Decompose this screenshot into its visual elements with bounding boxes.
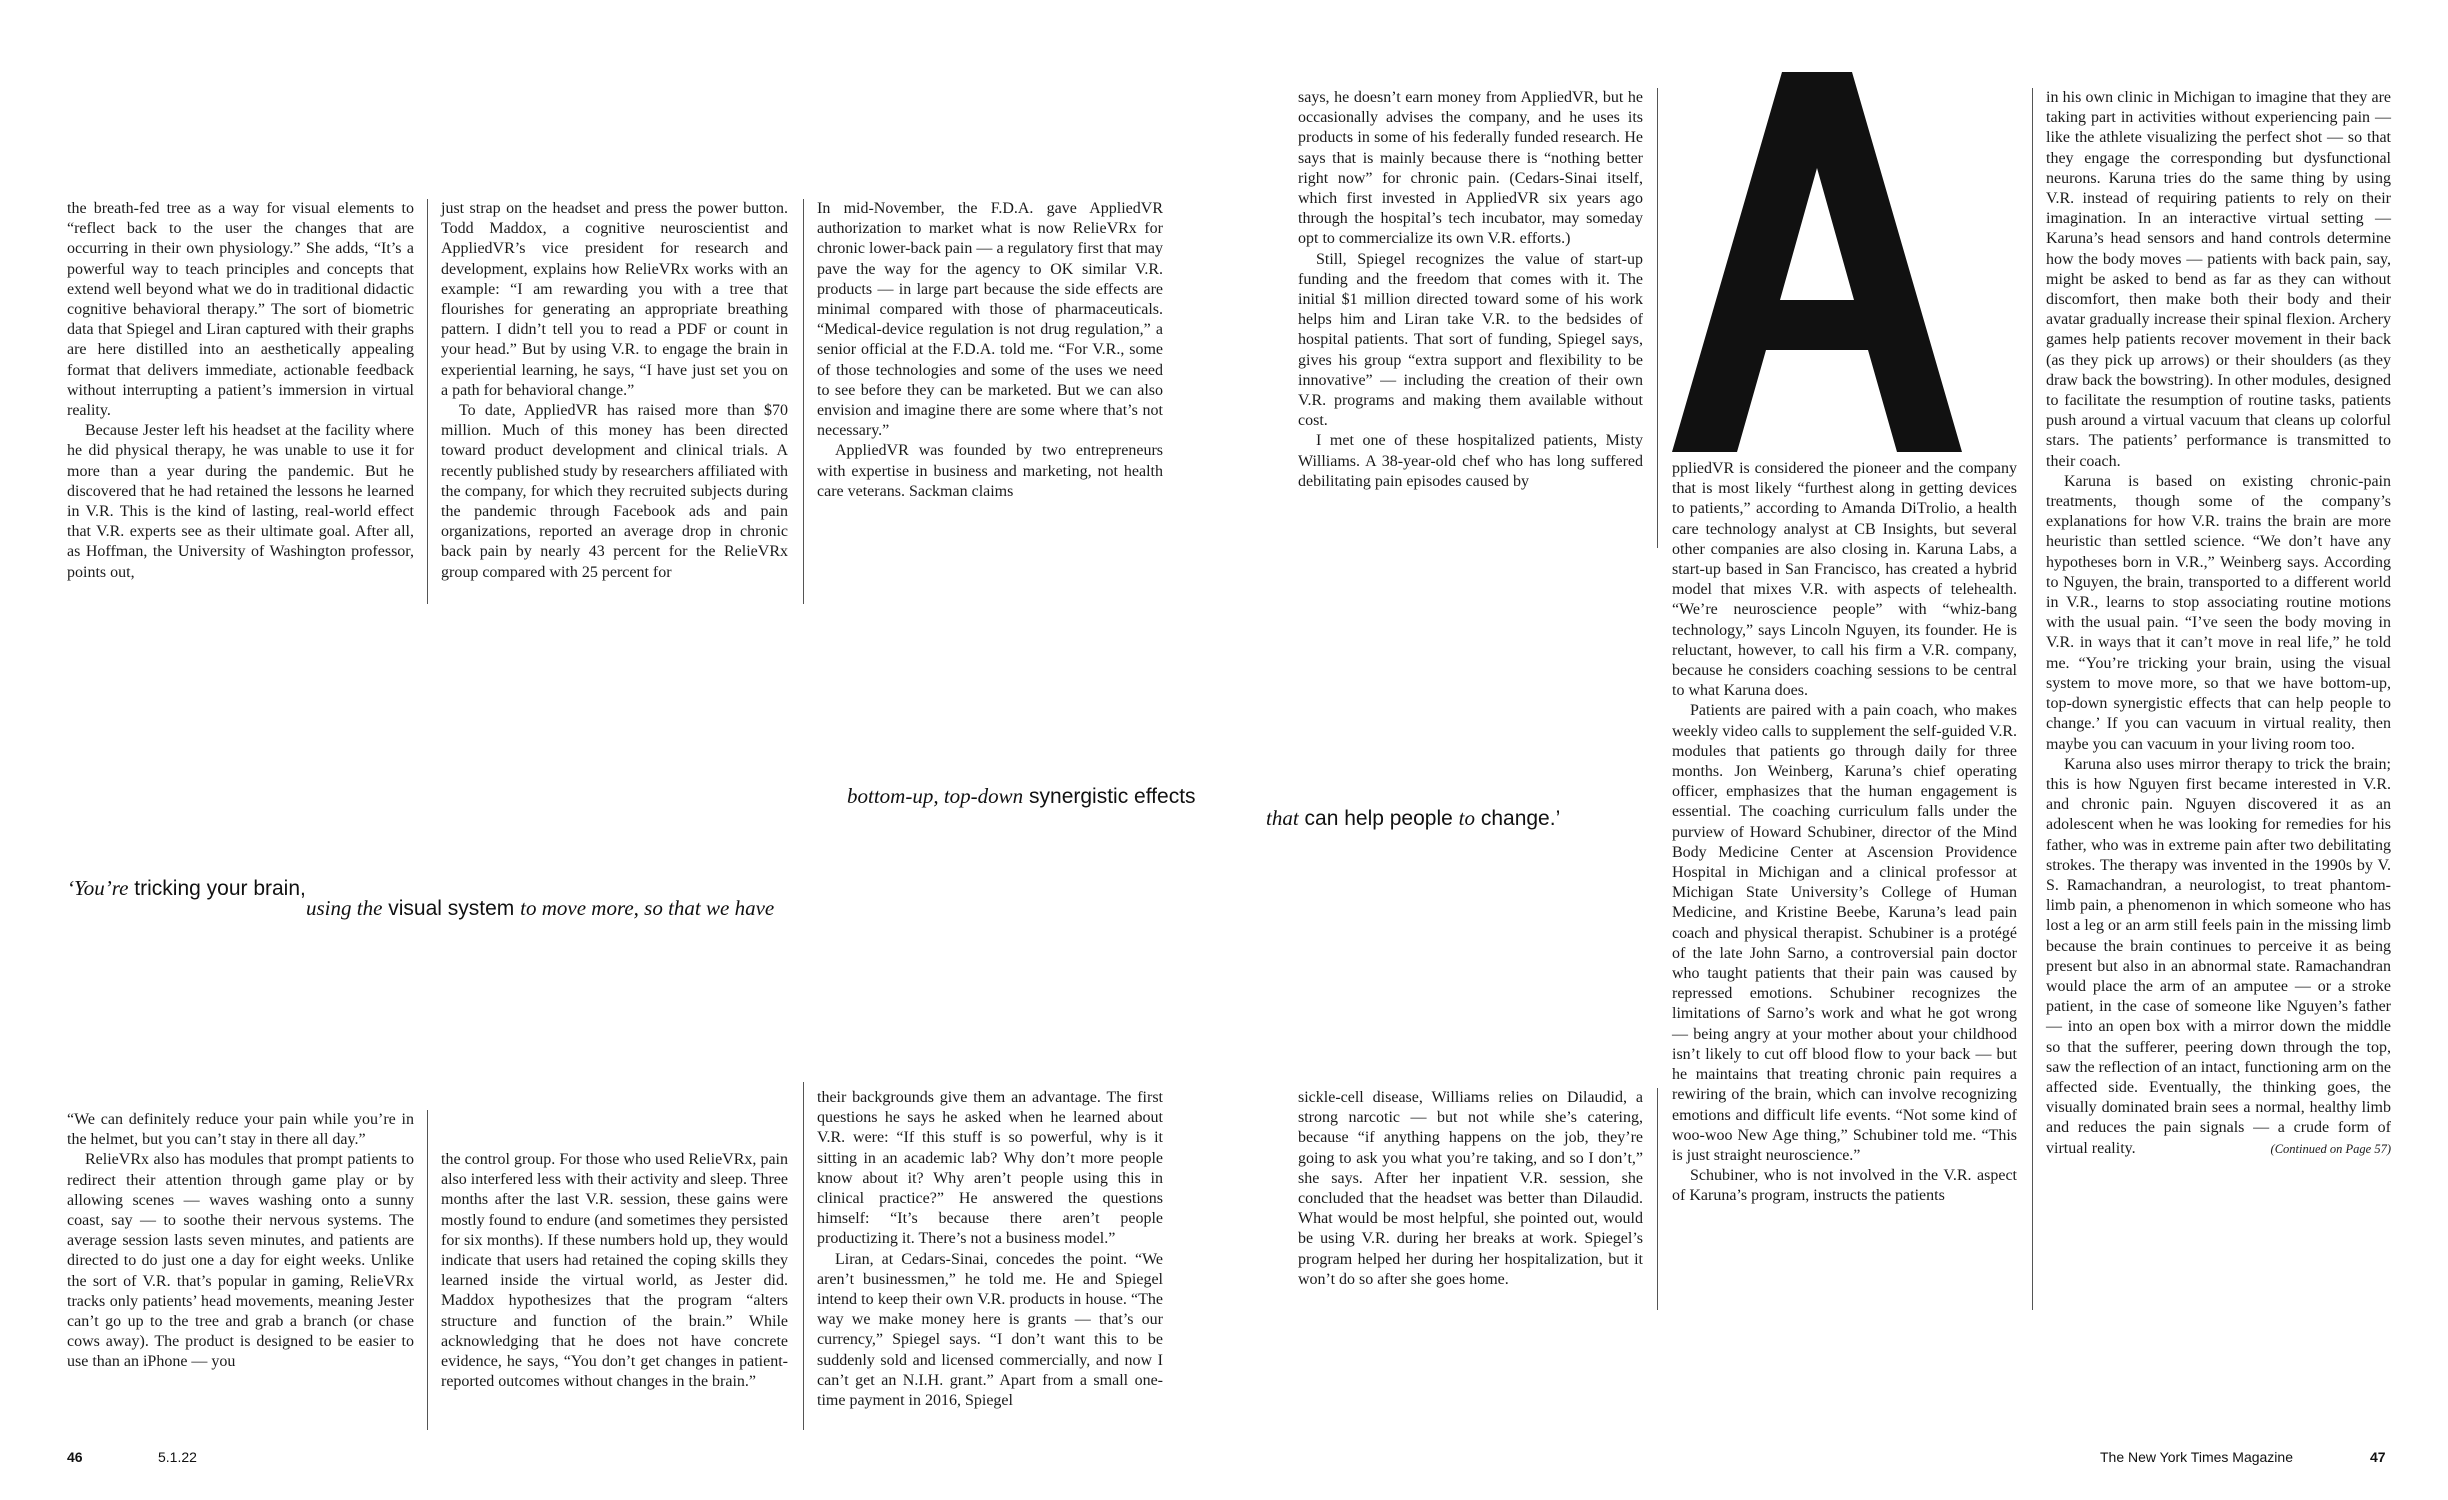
paragraph: sickle-cell disease, Williams relies on Dilaudid, a strong narcotic — but not while she’s catering, because “if anything happens on the job, they’re going to ask you what you’re taking, and so I don’t,” she says. After her inpatient V.R. session, she concluded that the headset was better than Dilaudid. What would be most helpful, she pointed out, would be using V.R. during her breaks at work. Spiegel’s program helped her during her hospitalization, but it won’t do so after she goes home. <box>1298 1089 1643 1288</box>
column-6-text <box>2046 88 2391 1159</box>
paragraph: in his own clinic in Michigan to imagine that they are taking part in activities without experiencing pain — like the athlete visualizing the perfect shot — so that they engage the corresponding but dysfunctional neurons. Karuna tries do the same thing by using V.R. instead of requiring patients to rely on their imagination. In an interactive virtual setting — Karuna’s head sensors and hand controls determine how the body moves — patients with back pain, say, might be asked to bend as far as they can without discomfort, then make both their body and their avatar gradually increase their spinal flexion. Archery games help patients recover movement in their back (as they pick up arrows) or their shoulders (as they draw back the bowstring). In other modules, designed to facilitate the resumption of routine tasks, patients push around a virtual vacuum that cleans up colorful stars. The patients’ performance is transmitted to their coach. <box>2046 89 2391 470</box>
drop-cap-letter <box>1672 72 1962 452</box>
paragraph: RelieVRx also has modules that prompt patients to redirect their attention through game play or by allowing scenes — waves washing onto a sunny coast, say — to soothe their nervous systems. The average session lasts seven minutes, and patients are directed to do just one a day for eight weeks. Unlike the sort of V.R. that’s popular in gaming, RelieVRx tracks only patients’ head movements, meaning Jester can’t go up to the tree and grab a branch (or chase cows away). The product is designed to be easier to use than an iPhone — you <box>67 1151 414 1371</box>
column-5 <box>1672 459 2017 1207</box>
folio-page-number-left: 46 <box>67 1449 83 1465</box>
paragraph: Because Jester left his headset at the facility where he did physical therapy, he was unable to use it for more than a year during the pandemic. But he discovered that he had retained the lessons he learned in V.R. This is the kind of lasting, real-world effect that V.R. experts see as their ultimate goal. After all, as Hoffman, the University of Washington professor, points out, <box>67 422 414 581</box>
column-2-bottom <box>441 1150 788 1392</box>
column-rule <box>1657 1088 1658 1310</box>
column-4-top <box>1298 88 1643 492</box>
folio-magazine-title: The New York Times Magazine <box>2100 1449 2293 1465</box>
paragraph: Karuna is based on existing chronic-pain treatments, though some of the company’s explanations for how V.R. trains the brain are more heuristic than settled science. “We don’t have any hypotheses born in V.R.,” Weinberg says. According to Nguyen, the brain, transported to a different world in V.R., learns to stop associating routine motions with the usual pain. “I’ve seen the body moving in V.R. in ways that it can’t move in real life,” he told me. “You’re tricking your brain, using the visual system to move more, so that we have bottom-up, top-down synergistic effects that can help people to change.’ If you can vacuum in virtual reality, then maybe you can vacuum in your living room too. <box>2046 472 2391 753</box>
column-rule <box>427 1110 428 1430</box>
paragraph: ppliedVR is considered the pioneer and the company that is most likely “furthest along in getting devices to patients,” according to Amanda DiTrolio, a health care technology analyst at CB Insights, but several other companies are also closing in. Karuna Labs, a start-up based in San Francisco, has created a hybrid model that mixes V.R. with aspects of telehealth. “We’re neuroscience people” with “whiz-bang technology,” says Lincoln Nguyen, its founder. He is reluctant, however, to call his firm a V.R. company, because he considers coaching sessions to be central to what Karuna does. <box>1672 460 2017 700</box>
continued-note: (Continued on Page 57) <box>2270 1141 2391 1156</box>
paragraph: In mid-November, the F.D.A. gave AppliedVR authorization to market what is now RelieVRx for chronic lower-back pain — a regulatory first that may pave the way for the agency to OK similar V.R. products — in large part because the side effects are minimal compared with those of pharmaceuticals. “Medical-device regulation is not drug regulation,” a senior official at the F.D.A. told me. “For V.R., some of those technologies and some of the uses we need to see before they can be marketed. But we can also envision and imagine there are some where that’s not necessary.” <box>817 200 1163 440</box>
paragraph: I met one of these hospitalized patients, Misty Williams. A 38-year-old chef who has long suffered debilitating pain episodes caused by <box>1298 432 1643 490</box>
paragraph: Still, Spiegel recognizes the value of start-up funding and the freedom that comes with it. The initial $1 million directed toward some of his work helps him and Liran take V.R. to the bedsides of hospital patients. That sort of funding, Spiegel says, gives his group “extra support and flexibility to be innovative” — including the creation of their own V.R. programs and making them available without cost. <box>1298 250 1643 430</box>
column-rule <box>2032 88 2033 1310</box>
paragraph: their backgrounds give them an advantage. The first questions he says he asked when he learned about V.R. were: “If this stuff is so powerful, why is it sitting in an academic lab? Why don’t more people know about it? Why aren’t people using this in clinical practice?” He answered the questions himself: “It’s because there aren’t people productizing it. There’s not a business model.” <box>817 1089 1163 1248</box>
paragraph: the breath-fed tree as a way for visual elements to “reflect back to the user the changes that are occurring in their own physiology.” She adds, “It’s a powerful way to teach principles and concepts that extend well beyond what we do in traditional didactic cognitive behavioral therapy.” The sort of biometric data that Spiegel and Liran captured with their graphs are here distilled into an aesthetically appealing format that delivers immediate, actionable feedback without interrupting a patient’s immersion in virtual reality. <box>67 200 414 420</box>
column-6 <box>2046 88 2391 1159</box>
column-4-bottom <box>1298 1088 1643 1290</box>
paragraph: Schubiner, who is not involved in the V.R. aspect of Karuna’s program, instructs the patients <box>1672 1167 2017 1205</box>
column-rule <box>1657 88 1658 548</box>
pull-quote-line-2: using the visual system to move more, so that we have <box>306 896 775 920</box>
column-3-bottom <box>817 1088 1163 1411</box>
paragraph: “We can definitely reduce your pain while you’re in the helmet, but you can’t stay in there all day.” <box>67 1111 414 1149</box>
column-3-top <box>817 199 1163 502</box>
paragraph: just strap on the headset and press the power button. Todd Maddox, a cognitive neuroscientist and AppliedVR’s vice president for research and development, explains how RelieVRx works with an example: “I am rewarding you with a tree that flourishes for generating an appropriate breathing pattern. I didn’t tell you to read a PDF or count in your head.” But by using V.R. to engage the brain in experiential learning, he says, “I have just set you on a path for behavioral change.” <box>441 200 788 399</box>
paragraph: Karuna also uses mirror therapy to trick the brain; this is how Nguyen first became interested in V.R. and chronic pain. Nguyen discovered it as an adolescent when he was looking for remedies for his father, who was in extreme pain after two debilitating strokes. The therapy was invented in the 1990s by V. S. Ramachandran, a neurologist, to treat phantom-limb pain, a phenomenon in which someone who has lost a leg or an arm still feels pain in the missing limb because the brain continues to perceive it as being present but also in an abnormal state. Ramachandran would place the arm of an amputee — or a stroke patient, in the case of someone like Nguyen’s father — into an open box with a mirror down the middle so that the sufferer, peering down through the top, saw the reflection of an intact, functioning arm on the affected side. Eventually, the thinking goes, the visually dominated brain sees a normal, healthy limb and reduces the pain signals — a crude form of virtual reality. <box>2046 755 2391 1157</box>
pull-quote-line-3: bottom-up, top-down synergistic effects <box>847 784 1196 808</box>
column-2-top <box>441 199 788 583</box>
paragraph: the control group. For those who used RelieVRx, pain also interfered less with their activity and sleep. Three months after the last V.R. session, these gains were mostly found to endure (and sometimes they persisted for six months). If these numbers hold up, they would indicate that users had retained the coping skills they learned inside the virtual world, as Jester did. Maddox hypothesizes that the program “alters structure and function of the brain.” While acknowledging that he does not have concrete evidence, he says, “You don’t get changes in patient-reported outcomes without changes in the brain.” <box>441 1151 788 1391</box>
folio-date: 5.1.22 <box>158 1449 197 1465</box>
pull-quote-end: that can help people to change.’ <box>1266 806 1561 830</box>
column-rule <box>803 199 804 604</box>
paragraph: Liran, at Cedars-Sinai, concedes the point. “We aren’t businessmen,” he told me. He and Spiegel intend to keep their own V.R. products in house. “The way we make money here is grants — that’s our currency,” Spiegel says. “I don’t want this to be suddenly sold and licensed commercially, and now I can’t get an N.I.H. grant.” Apart from a small one-time payment in 2016, Spiegel <box>817 1250 1163 1410</box>
column-1-bottom <box>67 1110 414 1373</box>
paragraph: AppliedVR was founded by two entrepreneurs with expertise in business and marketing, not health care veterans. Sackman claims <box>817 442 1163 500</box>
column-1-top <box>67 199 414 583</box>
paragraph: says, he doesn’t earn money from AppliedVR, but he occasionally advises the company, and he uses its products in some of his federally funded research. He says that is mainly because there is “nothing better right now” for chronic pain. (Cedars-Sinai itself, which first invested in AppliedVR six years ago through the hospital’s tech incubator, may someday opt to commercialize its own V.R. efforts.) <box>1298 89 1643 248</box>
paragraph: Patients are paired with a pain coach, who makes weekly video calls to supplement the self-guided V.R. modules that patients go through daily for three months. Jon Weinberg, Karuna’s chief operating officer, emphasizes that the human engagement is essential. The coaching curriculum falls under the purview of Howard Schubiner, director of the Mind Body Medicine Center at Ascension Providence Hospital in Michigan and a clinical professor at Michigan State University’s College of Human Medicine, and Kristine Beebe, Karuna’s lead pain coach and physical therapist. Schubiner is a protégé of the late John Sarno, a controversial pain doctor who taught patients that their pain was caused by repressed emotions. Schubiner recognizes the limitations of Sarno’s work and what he got wrong — being angry at your mother about your childhood isn’t likely to cut off blood flow to your back — but he maintains that treating chronic pain requires a rewiring of the brain, which can involve recognizing emotions and difficult life events. “Not some kind of woo-woo New Age thing,” Schubiner told me. “This is just straight neuroscience.” <box>1672 702 2017 1164</box>
paragraph: To date, AppliedVR has raised more than $70 million. Much of this money has been directed toward product development and clinical trials. A recently published study by researchers affiliated with the company, for which they recruited subjects during the pandemic through Facebook ads and pain organizations, reported an average drop in chronic back pain by nearly 43 percent for the RelieVRx group compared with 25 percent for <box>441 402 788 581</box>
column-rule <box>427 199 428 604</box>
column-rule <box>803 1082 804 1430</box>
folio-page-number-right: 47 <box>2370 1449 2386 1465</box>
pull-quote-line-1: ‘You’re tricking your brain, <box>67 876 306 900</box>
